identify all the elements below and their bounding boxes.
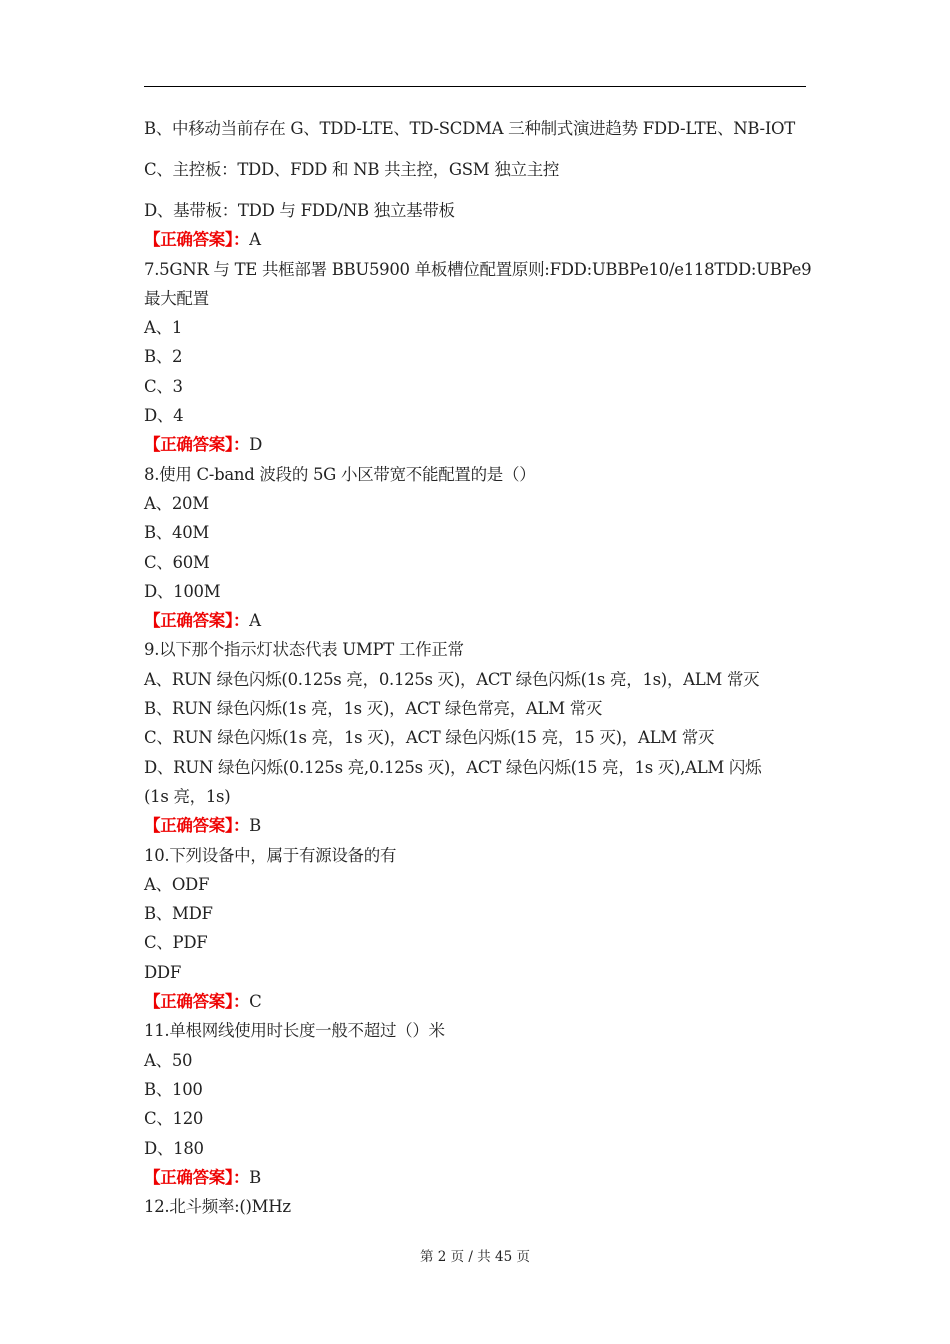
text-line: D、基带板：TDD 与 FDD/NB 独立基带板 bbox=[144, 201, 455, 220]
header-rule bbox=[144, 86, 806, 87]
answer-label: 【正确答案】： bbox=[144, 992, 250, 1012]
text-line: D、RUN 绿色闪烁(0.125s 亮,0.125s 灭)，ACT 绿色闪烁(15 亮，1s 灭),ALM 闪烁 bbox=[144, 757, 762, 777]
answer-value: C bbox=[249, 992, 262, 1012]
answer-value: D bbox=[249, 435, 263, 455]
text-line: DDF bbox=[144, 962, 182, 982]
text-line: 7.5GNR 与 TE 共框部署 BBU5900 单板槽位配置原则:FDD:UBBPe10/e118TDD:UBPe9 bbox=[144, 259, 812, 279]
answer-line bbox=[144, 987, 814, 1016]
text-line: C、120 bbox=[144, 1109, 204, 1129]
text-line: 最大配置 bbox=[144, 288, 209, 308]
document-body bbox=[144, 114, 814, 1221]
text-line: 9.以下那个指示灯状态代表 UMPT 工作正常 bbox=[144, 640, 464, 660]
answer-value: A bbox=[249, 611, 261, 631]
text-line: B、中移动当前存在 G、TDD-LTE、TD-SCDMA 三种制式演进趋势 FDD-LTE、NB-IOT bbox=[144, 119, 795, 138]
text-line: 11.单根网线使用时长度一般不超过（）米 bbox=[144, 1021, 445, 1041]
text-line: A、1 bbox=[144, 318, 183, 338]
text-line: C、RUN 绿色闪烁(1s 亮，1s 灭)，ACT 绿色闪烁(15 亮，15 灭)，ALM 常灭 bbox=[144, 728, 715, 748]
text-line: B、40M bbox=[144, 523, 210, 543]
text-line: D、4 bbox=[144, 406, 184, 426]
answer-value: B bbox=[249, 816, 261, 836]
text-line: 10.下列设备中，属于有源设备的有 bbox=[144, 845, 397, 865]
text-line: D、180 bbox=[144, 1138, 204, 1158]
text-line: B、2 bbox=[144, 347, 183, 367]
text-line: (1s 亮，1s) bbox=[144, 786, 231, 806]
answer-label: 【正确答案】： bbox=[144, 230, 250, 250]
text-line: B、MDF bbox=[144, 904, 213, 924]
answer-label: 【正确答案】： bbox=[144, 435, 250, 455]
answer-value: A bbox=[249, 230, 261, 250]
text-line: A、ODF bbox=[144, 874, 210, 894]
answer-line bbox=[144, 811, 814, 840]
text-line: B、RUN 绿色闪烁(1s 亮，1s 灭)，ACT 绿色常亮，ALM 常灭 bbox=[144, 699, 603, 719]
answer-value: B bbox=[249, 1167, 261, 1187]
answer-line bbox=[144, 430, 814, 459]
text-line: 8.使用 C-band 波段的 5G 小区带宽不能配置的是（） bbox=[144, 464, 536, 484]
text-line: D、100M bbox=[144, 581, 221, 601]
text-line: C、PDF bbox=[144, 933, 208, 953]
text-line: C、60M bbox=[144, 552, 210, 572]
answer-line bbox=[144, 225, 814, 254]
text-line: B、100 bbox=[144, 1079, 203, 1099]
text-line: C、主控板：TDD、FDD 和 NB 共主控，GSM 独立主控 bbox=[144, 160, 560, 179]
text-line: A、50 bbox=[144, 1050, 193, 1070]
page-footer: 第 2 页 / 共 45 页 bbox=[419, 1249, 531, 1265]
text-line: A、20M bbox=[144, 493, 209, 513]
answer-line bbox=[144, 1163, 814, 1192]
answer-label: 【正确答案】： bbox=[144, 611, 250, 631]
text-line: A、RUN 绿色闪烁(0.125s 亮，0.125s 灭)，ACT 绿色闪烁(1s 亮，1s)，ALM 常灭 bbox=[144, 669, 760, 689]
answer-label: 【正确答案】： bbox=[144, 816, 250, 836]
text-line: C、3 bbox=[144, 376, 183, 396]
answer-line bbox=[144, 606, 814, 635]
text-line: 12.北斗频率:()MHz bbox=[144, 1197, 291, 1217]
answer-label: 【正确答案】： bbox=[144, 1167, 250, 1187]
